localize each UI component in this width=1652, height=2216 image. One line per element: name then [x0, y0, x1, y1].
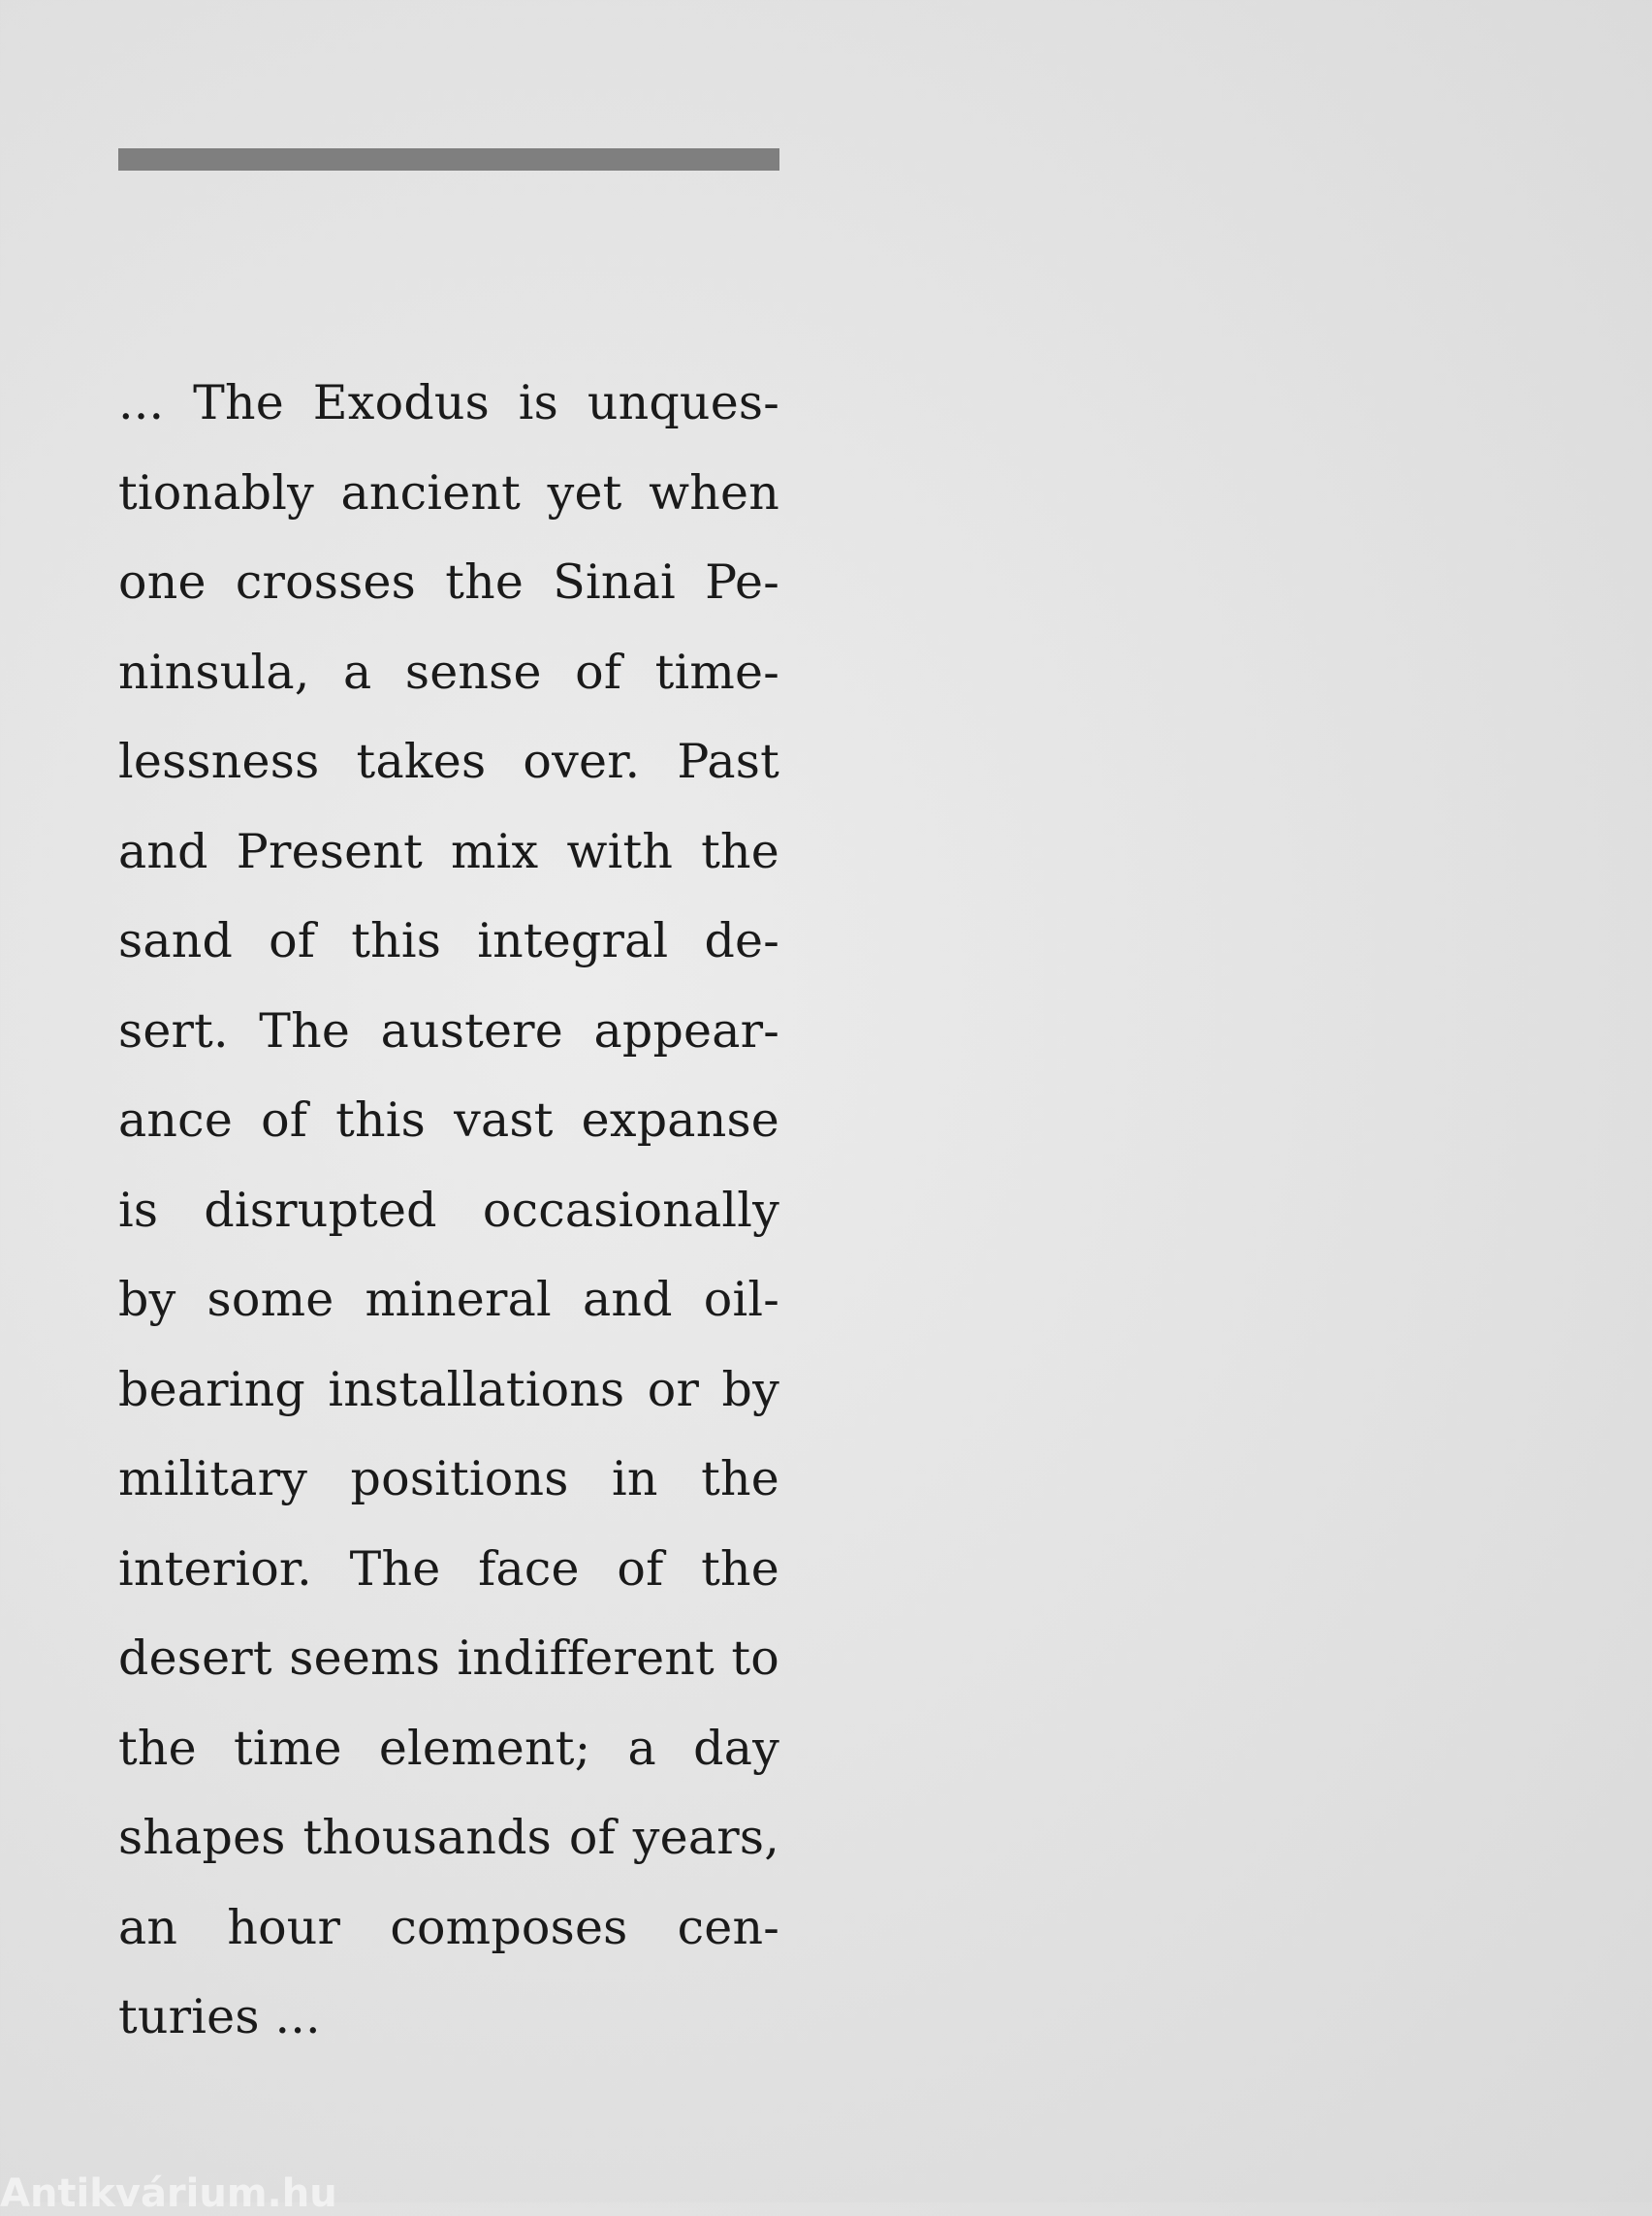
- passage-line: shapes thousands of years,: [118, 1810, 779, 1865]
- passage-line: lessness takes over. Past: [118, 734, 779, 789]
- passage-line: bearing installations or by: [118, 1361, 779, 1417]
- passage-line: interior. The face of the: [118, 1540, 779, 1597]
- passage-line: is disrupted occasionally: [118, 1182, 779, 1238]
- passage-line: ninsula, a sense of time-: [118, 644, 779, 700]
- passage-line: ance of this vast expanse: [118, 1092, 779, 1148]
- passage-line: sand of this integral de-: [118, 913, 779, 968]
- header-rule-bar: [118, 148, 779, 171]
- passage-line: ... The Exodus is unques-: [118, 375, 779, 430]
- passage-line: desert seems indifferent to: [118, 1630, 779, 1686]
- watermark: Antikvárium.hu: [0, 2171, 337, 2216]
- passage-line: tionably ancient yet when: [118, 464, 779, 521]
- passage-line: military positions in the: [118, 1451, 779, 1506]
- passage-text-column: [118, 359, 779, 2063]
- passage-line-last: turies ...: [118, 1989, 321, 2044]
- passage-line: the time element; a day: [118, 1720, 779, 1776]
- passage-line: an hour composes cen-: [118, 1899, 779, 1955]
- passage-line: and Present mix with the: [118, 823, 779, 879]
- passage-line: one crosses the Sinai Pe-: [118, 554, 779, 610]
- passage-line: by some mineral and oil-: [118, 1272, 779, 1327]
- passage-line: sert. The austere appear-: [118, 1002, 779, 1059]
